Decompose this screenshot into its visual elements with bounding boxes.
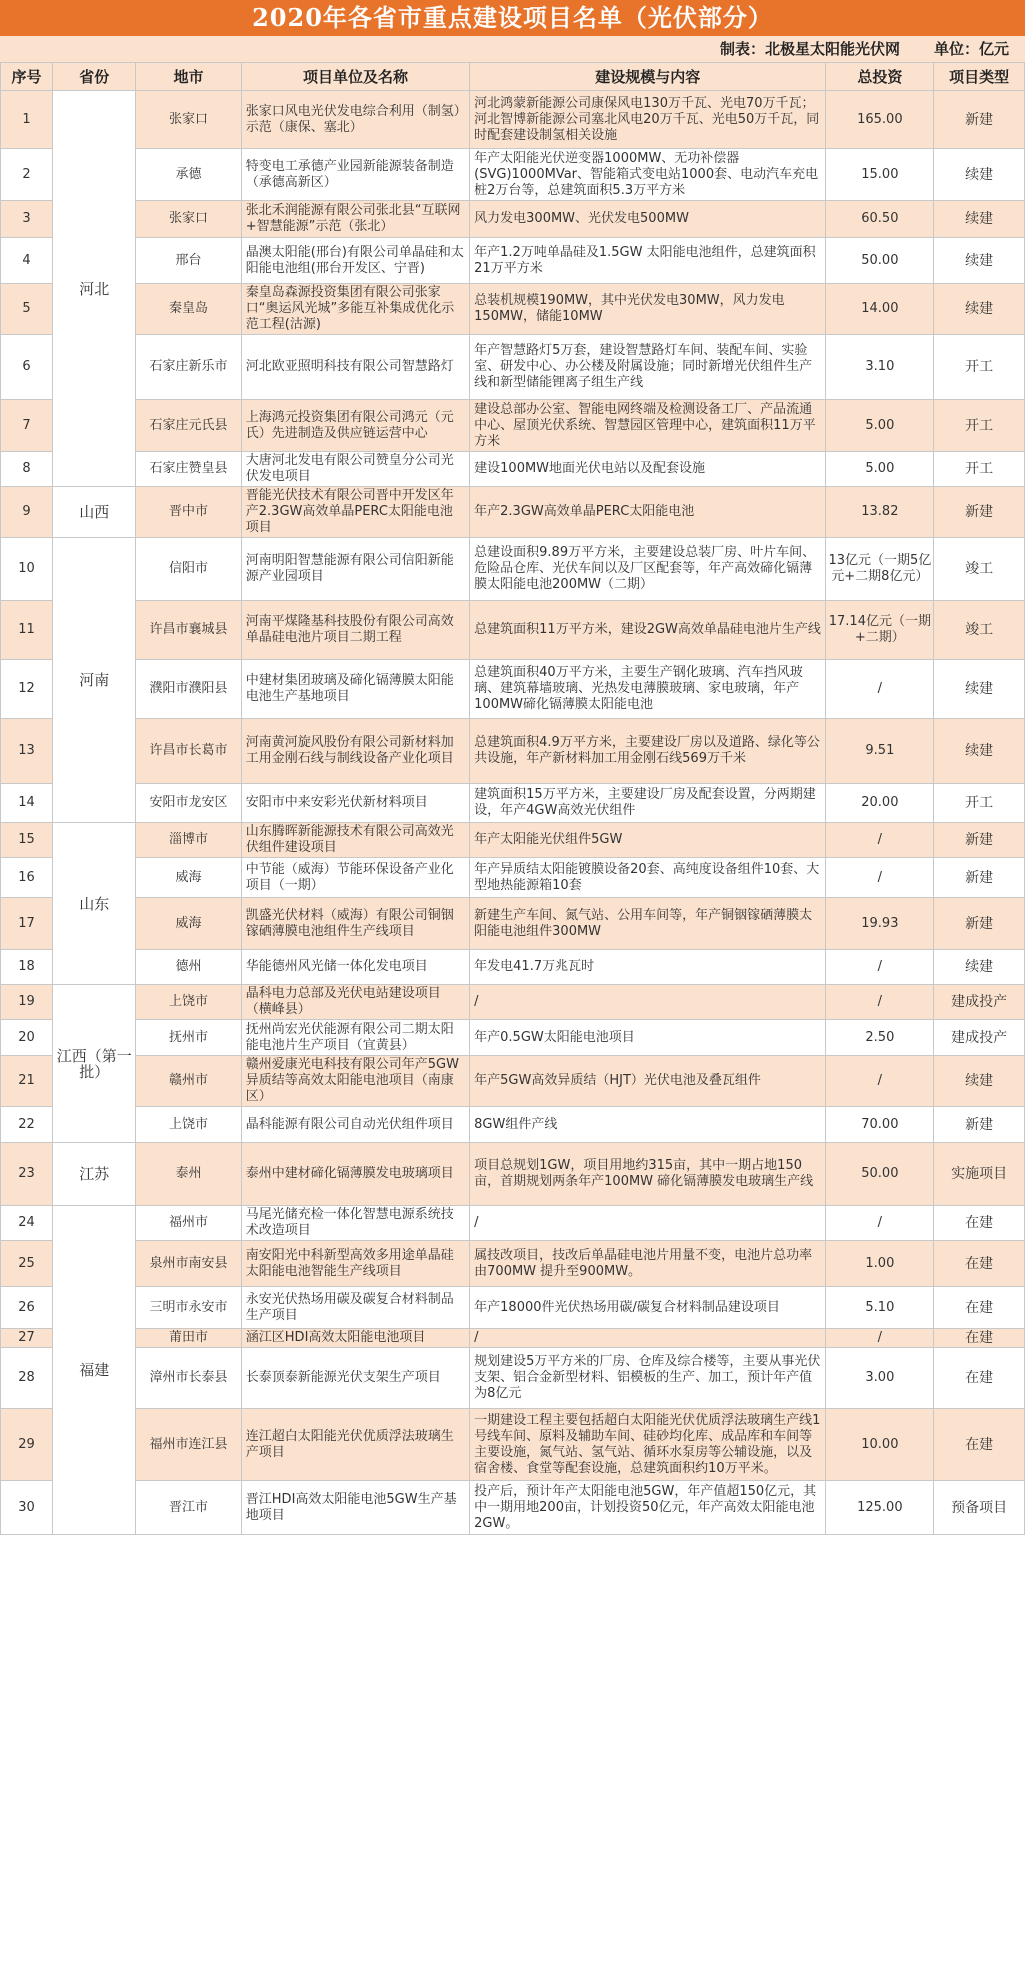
row-number: 24 bbox=[1, 1206, 53, 1241]
row-number: 16 bbox=[1, 858, 53, 898]
project-type-cell: 续建 bbox=[934, 238, 1025, 284]
city-cell: 德州 bbox=[136, 950, 242, 985]
investment-cell: / bbox=[826, 1329, 934, 1348]
row-number: 26 bbox=[1, 1287, 53, 1329]
city-cell: 泰州 bbox=[136, 1143, 242, 1206]
table-row bbox=[1, 950, 1025, 985]
project-type-cell: 实施项目 bbox=[934, 1143, 1025, 1206]
investment-cell: / bbox=[826, 660, 934, 719]
scale-cell: 年产太阳能光伏逆变器1000MW、无功补偿器(SVG)1000MVar、智能箱式变电站1000套、电动汽车充电桩2万台等，总建筑面积5.3万平方米 bbox=[470, 149, 826, 201]
table-row bbox=[1, 1056, 1025, 1107]
table-row bbox=[1, 985, 1025, 1020]
project-name-cell: 晶澳太阳能(邢台)有限公司单晶硅和太阳能电池组(邢台开发区、宁晋) bbox=[241, 238, 469, 284]
project-name-cell: 晋江HDI高效太阳能电池5GW生产基地项目 bbox=[241, 1481, 469, 1535]
investment-cell: / bbox=[826, 858, 934, 898]
investment-cell: 13亿元（一期5亿元+二期8亿元） bbox=[826, 538, 934, 601]
project-type-cell: 新建 bbox=[934, 823, 1025, 858]
row-number: 3 bbox=[1, 201, 53, 238]
province-cell: 河北 bbox=[53, 91, 136, 487]
table-row bbox=[1, 858, 1025, 898]
project-type-cell: 续建 bbox=[934, 284, 1025, 335]
project-name-cell: 赣州爱康光电科技有限公司年产5GW异质结等高效太阳能电池项目（南康区） bbox=[241, 1056, 469, 1107]
province-cell: 山西 bbox=[53, 487, 136, 538]
city-cell: 邢台 bbox=[136, 238, 242, 284]
project-name-cell: 凯盛光伏材料（威海）有限公司铜铟镓硒薄膜电池组件生产线项目 bbox=[241, 898, 469, 950]
table-row bbox=[1, 1107, 1025, 1143]
row-number: 7 bbox=[1, 400, 53, 452]
scale-cell: 项目总规划1GW，项目用地约315亩，其中一期占地150亩，首期规划两条年产100MW 碲化镉薄膜发电玻璃生产线 bbox=[470, 1143, 826, 1206]
project-type-cell: 开工 bbox=[934, 400, 1025, 452]
scale-cell: 建设100MW地面光伏电站以及配套设施 bbox=[470, 452, 826, 487]
project-type-cell: 在建 bbox=[934, 1348, 1025, 1409]
project-name-cell: 中建材集团玻璃及碲化镉薄膜太阳能电池生产基地项目 bbox=[241, 660, 469, 719]
scale-cell: 年产太阳能光伏组件5GW bbox=[470, 823, 826, 858]
header-city: 地市 bbox=[136, 63, 242, 91]
project-name-cell: 华能德州风光储一体化发电项目 bbox=[241, 950, 469, 985]
table-row bbox=[1, 660, 1025, 719]
project-name-cell: 泰州中建材碲化镉薄膜发电玻璃项目 bbox=[241, 1143, 469, 1206]
project-name-cell: 连江超白太阳能光伏优质浮法玻璃生产项目 bbox=[241, 1409, 469, 1481]
scale-cell: 年产智慧路灯5万套，建设智慧路灯车间、装配车间、实验室、研发中心、办公楼及附属设施；同时新增光伏组件生产线和新型储能锂离子组生产线 bbox=[470, 335, 826, 400]
province-cell: 福建 bbox=[53, 1206, 136, 1535]
header-type: 项目类型 bbox=[934, 63, 1025, 91]
table-row bbox=[1, 400, 1025, 452]
scale-cell: 年发电41.7万兆瓦时 bbox=[470, 950, 826, 985]
province-cell: 山东 bbox=[53, 823, 136, 985]
city-cell: 三明市永安市 bbox=[136, 1287, 242, 1329]
row-number: 1 bbox=[1, 91, 53, 149]
investment-cell: 3.00 bbox=[826, 1348, 934, 1409]
investment-cell: 2.50 bbox=[826, 1020, 934, 1056]
project-type-cell: 开工 bbox=[934, 452, 1025, 487]
row-number: 22 bbox=[1, 1107, 53, 1143]
city-cell: 泉州市南安县 bbox=[136, 1241, 242, 1287]
row-number: 20 bbox=[1, 1020, 53, 1056]
scale-cell: 总建筑面积4.9万平方米，主要建设厂房以及道路、绿化等公共设施，年产新材料加工用金刚石线569万千米 bbox=[470, 719, 826, 784]
investment-cell: / bbox=[826, 985, 934, 1020]
project-type-cell: 在建 bbox=[934, 1241, 1025, 1287]
city-cell: 福州市连江县 bbox=[136, 1409, 242, 1481]
row-number: 30 bbox=[1, 1481, 53, 1535]
city-cell: 晋中市 bbox=[136, 487, 242, 538]
header-province: 省份 bbox=[53, 63, 136, 91]
project-type-cell: 续建 bbox=[934, 201, 1025, 238]
project-type-cell: 在建 bbox=[934, 1409, 1025, 1481]
scale-cell: 总建设面积9.89万平方米，主要建设总装厂房、叶片车间、危险品仓库、光伏车间以及厂区配套等，年产高效碲化镉薄膜太阳能电池200MW（二期） bbox=[470, 538, 826, 601]
project-type-cell: 竣工 bbox=[934, 538, 1025, 601]
city-cell: 上饶市 bbox=[136, 985, 242, 1020]
scale-cell: 年产异质结太阳能镀膜设备20套、高纯度设备组件10套、大型地热能源箱10套 bbox=[470, 858, 826, 898]
project-type-cell: 续建 bbox=[934, 719, 1025, 784]
city-cell: 晋江市 bbox=[136, 1481, 242, 1535]
table-row bbox=[1, 335, 1025, 400]
table-row bbox=[1, 1020, 1025, 1056]
city-cell: 许昌市襄城县 bbox=[136, 601, 242, 660]
project-type-cell: 新建 bbox=[934, 1107, 1025, 1143]
table-row bbox=[1, 823, 1025, 858]
scale-cell: / bbox=[470, 1206, 826, 1241]
city-cell: 石家庄新乐市 bbox=[136, 335, 242, 400]
row-number: 17 bbox=[1, 898, 53, 950]
project-name-cell: 山东腾晖新能源技术有限公司高效光伏组件建设项目 bbox=[241, 823, 469, 858]
project-type-cell: 在建 bbox=[934, 1287, 1025, 1329]
row-number: 19 bbox=[1, 985, 53, 1020]
scale-cell: 总装机规模190MW，其中光伏发电30MW，风力发电150MW，储能10MW bbox=[470, 284, 826, 335]
city-cell: 莆田市 bbox=[136, 1329, 242, 1348]
row-number: 12 bbox=[1, 660, 53, 719]
city-cell: 赣州市 bbox=[136, 1056, 242, 1107]
header-name: 项目单位及名称 bbox=[241, 63, 469, 91]
table-row bbox=[1, 898, 1025, 950]
investment-cell: 9.51 bbox=[826, 719, 934, 784]
table-row bbox=[1, 538, 1025, 601]
project-type-cell: 建成投产 bbox=[934, 985, 1025, 1020]
city-cell: 安阳市龙安区 bbox=[136, 784, 242, 823]
row-number: 15 bbox=[1, 823, 53, 858]
investment-cell: 50.00 bbox=[826, 238, 934, 284]
investment-cell: / bbox=[826, 1056, 934, 1107]
project-name-cell: 晶科能源有限公司自动光伏组件项目 bbox=[241, 1107, 469, 1143]
table-row bbox=[1, 238, 1025, 284]
header-investment: 总投资 bbox=[826, 63, 934, 91]
project-name-cell: 河南平煤隆基科技股份有限公司高效单晶硅电池片项目二期工程 bbox=[241, 601, 469, 660]
scale-cell: 河北鸿蒙新能源公司康保风电130万千瓦、光电70万千瓦；河北智博新能源公司塞北风电20万千瓦、光电50万千瓦，同时配套建设制氢相关设施 bbox=[470, 91, 826, 149]
row-number: 5 bbox=[1, 284, 53, 335]
table-row bbox=[1, 149, 1025, 201]
project-name-cell: 安阳市中来安彩光伏新材料项目 bbox=[241, 784, 469, 823]
header-scale: 建设规模与内容 bbox=[470, 63, 826, 91]
project-type-cell: 续建 bbox=[934, 660, 1025, 719]
table-row bbox=[1, 452, 1025, 487]
row-number: 27 bbox=[1, 1329, 53, 1348]
table-row bbox=[1, 1241, 1025, 1287]
investment-cell: 5.10 bbox=[826, 1287, 934, 1329]
scale-cell: 8GW组件产线 bbox=[470, 1107, 826, 1143]
row-number: 28 bbox=[1, 1348, 53, 1409]
project-name-cell: 张家口风电光伏发电综合利用（制氢）示范（康保、塞北） bbox=[241, 91, 469, 149]
scale-cell: 建设总部办公室、智能电网终端及检测设备工厂、产品流通中心、屋顶光伏系统、智慧园区管理中心，建筑面积11万平方米 bbox=[470, 400, 826, 452]
project-type-cell: 开工 bbox=[934, 335, 1025, 400]
project-name-cell: 特变电工承德产业园新能源装备制造（承德高新区） bbox=[241, 149, 469, 201]
scale-cell: 风力发电300MW、光伏发电500MW bbox=[470, 201, 826, 238]
project-type-cell: 续建 bbox=[934, 1056, 1025, 1107]
table-row bbox=[1, 1206, 1025, 1241]
city-cell: 漳州市长泰县 bbox=[136, 1348, 242, 1409]
investment-cell: 13.82 bbox=[826, 487, 934, 538]
project-name-cell: 河南明阳智慧能源有限公司信阳新能源产业园项目 bbox=[241, 538, 469, 601]
table-row bbox=[1, 1409, 1025, 1481]
project-name-cell: 大唐河北发电有限公司赞皇分公司光伏发电项目 bbox=[241, 452, 469, 487]
page-title: 2020年各省市重点建设项目名单（光伏部分） bbox=[0, 0, 1025, 36]
province-cell: 江苏 bbox=[53, 1143, 136, 1206]
project-name-cell: 南安阳光中科新型高效多用途单晶硅太阳能电池智能生产线项目 bbox=[241, 1241, 469, 1287]
project-name-cell: 中节能（威海）节能环保设备产业化项目（一期） bbox=[241, 858, 469, 898]
project-name-cell: 长泰顶泰新能源光伏支架生产项目 bbox=[241, 1348, 469, 1409]
scale-cell: 年产0.5GW太阳能电池项目 bbox=[470, 1020, 826, 1056]
row-number: 9 bbox=[1, 487, 53, 538]
table-row bbox=[1, 1348, 1025, 1409]
investment-cell: 5.00 bbox=[826, 400, 934, 452]
table-row bbox=[1, 1287, 1025, 1329]
project-type-cell: 建成投产 bbox=[934, 1020, 1025, 1056]
city-cell: 信阳市 bbox=[136, 538, 242, 601]
investment-cell: / bbox=[826, 950, 934, 985]
scale-cell: 年产2.3GW高效单晶PERC太阳能电池 bbox=[470, 487, 826, 538]
scale-cell: 年产1.2万吨单晶硅及1.5GW 太阳能电池组件，总建筑面积21万平方米 bbox=[470, 238, 826, 284]
table-row bbox=[1, 487, 1025, 538]
project-type-cell: 开工 bbox=[934, 784, 1025, 823]
scale-cell: 一期建设工程主要包括超白太阳能光伏优质浮法玻璃生产线1号线车间、原料及辅助车间、硅砂均化库、成品库和车间等主要设施，氮气站、氢气站、循环水泵房等公辅设施，以及宿舍楼、食堂等配套设施，总建筑面积约10万平米。 bbox=[470, 1409, 826, 1481]
city-cell: 石家庄元氏县 bbox=[136, 400, 242, 452]
project-name-cell: 张北禾润能源有限公司张北县“互联网+智慧能源”示范（张北） bbox=[241, 201, 469, 238]
table-row bbox=[1, 1481, 1025, 1535]
table-meta bbox=[0, 36, 1025, 62]
province-cell: 江西（第一批） bbox=[53, 985, 136, 1143]
scale-cell: 投产后，预计年产太阳能电池5GW，年产值超150亿元，其中一期用地200亩，计划投资50亿元，年产高效太阳能电池2GW。 bbox=[470, 1481, 826, 1535]
city-cell: 许昌市长葛市 bbox=[136, 719, 242, 784]
table-row bbox=[1, 201, 1025, 238]
project-type-cell: 新建 bbox=[934, 898, 1025, 950]
project-name-cell: 抚州尚宏光伏能源有限公司二期太阳能电池片生产项目（宜黄县） bbox=[241, 1020, 469, 1056]
investment-cell: 3.10 bbox=[826, 335, 934, 400]
project-name-cell: 上海鸿元投资集团有限公司鸿元（元氏）先进制造及供应链运营中心 bbox=[241, 400, 469, 452]
scale-cell: 新建生产车间、氮气站、公用车间等，年产铜铟镓硒薄膜太阳能电池组件300MW bbox=[470, 898, 826, 950]
table-row bbox=[1, 284, 1025, 335]
row-number: 23 bbox=[1, 1143, 53, 1206]
project-name-cell: 永安光伏热场用碳及碳复合材料制品生产项目 bbox=[241, 1287, 469, 1329]
unit-label: 单位：亿元 bbox=[933, 40, 1009, 58]
scale-cell: / bbox=[470, 1329, 826, 1348]
city-cell: 抚州市 bbox=[136, 1020, 242, 1056]
table-row bbox=[1, 1329, 1025, 1348]
row-number: 25 bbox=[1, 1241, 53, 1287]
project-type-cell: 新建 bbox=[934, 858, 1025, 898]
row-number: 13 bbox=[1, 719, 53, 784]
city-cell: 上饶市 bbox=[136, 1107, 242, 1143]
project-name-cell: 晶科电力总部及光伏电站建设项目（横峰县） bbox=[241, 985, 469, 1020]
row-number: 2 bbox=[1, 149, 53, 201]
investment-cell: 19.93 bbox=[826, 898, 934, 950]
table-row bbox=[1, 719, 1025, 784]
scale-cell: 总建筑面积11万平方米，建设2GW高效单晶硅电池片生产线 bbox=[470, 601, 826, 660]
project-type-cell: 在建 bbox=[934, 1329, 1025, 1348]
province-cell: 河南 bbox=[53, 538, 136, 823]
project-type-cell: 续建 bbox=[934, 950, 1025, 985]
header-no: 序号 bbox=[1, 63, 53, 91]
city-cell: 承德 bbox=[136, 149, 242, 201]
city-cell: 秦皇岛 bbox=[136, 284, 242, 335]
city-cell: 威海 bbox=[136, 858, 242, 898]
table-row bbox=[1, 784, 1025, 823]
project-table bbox=[0, 62, 1025, 1535]
investment-cell: 20.00 bbox=[826, 784, 934, 823]
project-type-cell: 在建 bbox=[934, 1206, 1025, 1241]
row-number: 6 bbox=[1, 335, 53, 400]
project-type-cell: 续建 bbox=[934, 149, 1025, 201]
project-name-cell: 晋能光伏技术有限公司晋中开发区年产2.3GW高效单晶PERC太阳能电池项目 bbox=[241, 487, 469, 538]
city-cell: 濮阳市濮阳县 bbox=[136, 660, 242, 719]
project-type-cell: 预备项目 bbox=[934, 1481, 1025, 1535]
investment-cell: 10.00 bbox=[826, 1409, 934, 1481]
investment-cell: 50.00 bbox=[826, 1143, 934, 1206]
row-number: 21 bbox=[1, 1056, 53, 1107]
row-number: 4 bbox=[1, 238, 53, 284]
project-name-cell: 秦皇岛森源投资集团有限公司张家口“奥运风光城”多能互补集成优化示范工程(沽源) bbox=[241, 284, 469, 335]
city-cell: 石家庄赞皇县 bbox=[136, 452, 242, 487]
investment-cell: 15.00 bbox=[826, 149, 934, 201]
row-number: 10 bbox=[1, 538, 53, 601]
scale-cell: 规划建设5万平方米的厂房、仓库及综合楼等，主要从事光伏支架、铝合金新型材料、铝模板的生产、加工，预计年产值为8亿元 bbox=[470, 1348, 826, 1409]
table-row bbox=[1, 1143, 1025, 1206]
investment-cell: 5.00 bbox=[826, 452, 934, 487]
row-number: 8 bbox=[1, 452, 53, 487]
project-type-cell: 新建 bbox=[934, 487, 1025, 538]
investment-cell: 70.00 bbox=[826, 1107, 934, 1143]
project-name-cell: 河北欧亚照明科技有限公司智慧路灯 bbox=[241, 335, 469, 400]
project-name-cell: 马尾光储充检一体化智慧电源系统技术改造项目 bbox=[241, 1206, 469, 1241]
city-cell: 张家口 bbox=[136, 201, 242, 238]
table-row bbox=[1, 91, 1025, 149]
scale-cell: / bbox=[470, 985, 826, 1020]
project-type-cell: 竣工 bbox=[934, 601, 1025, 660]
row-number: 18 bbox=[1, 950, 53, 985]
row-number: 11 bbox=[1, 601, 53, 660]
maker-label: 制表：北极星太阳能光伏网 bbox=[719, 40, 900, 58]
table-header-row bbox=[1, 63, 1025, 91]
city-cell: 张家口 bbox=[136, 91, 242, 149]
investment-cell: / bbox=[826, 1206, 934, 1241]
investment-cell: 14.00 bbox=[826, 284, 934, 335]
scale-cell: 年产18000件光伏热场用碳/碳复合材料制品建设项目 bbox=[470, 1287, 826, 1329]
scale-cell: 年产5GW高效异质结（HJT）光伏电池及叠瓦组件 bbox=[470, 1056, 826, 1107]
project-name-cell: 河南黄河旋风股份有限公司新材料加工用金刚石线与制线设备产业化项目 bbox=[241, 719, 469, 784]
city-cell: 福州市 bbox=[136, 1206, 242, 1241]
project-type-cell: 新建 bbox=[934, 91, 1025, 149]
scale-cell: 总建筑面积40万平方米，主要生产钢化玻璃、汽车挡风玻璃、建筑幕墙玻璃、光热发电薄膜玻璃、家电玻璃，年产100MW碲化镉薄膜太阳能电池 bbox=[470, 660, 826, 719]
table-row bbox=[1, 601, 1025, 660]
investment-cell: 60.50 bbox=[826, 201, 934, 238]
investment-cell: 125.00 bbox=[826, 1481, 934, 1535]
row-number: 29 bbox=[1, 1409, 53, 1481]
investment-cell: 17.14亿元（一期+二期） bbox=[826, 601, 934, 660]
investment-cell: 165.00 bbox=[826, 91, 934, 149]
project-name-cell: 涵江区HDI高效太阳能电池项目 bbox=[241, 1329, 469, 1348]
city-cell: 威海 bbox=[136, 898, 242, 950]
investment-cell: 1.00 bbox=[826, 1241, 934, 1287]
row-number: 14 bbox=[1, 784, 53, 823]
scale-cell: 建筑面积15万平方米，主要建设厂房及配套设置，分两期建设，年产4GW高效光伏组件 bbox=[470, 784, 826, 823]
scale-cell: 属技改项目，技改后单晶硅电池片用量不变，电池片总功率由700MW 提升至900MW。 bbox=[470, 1241, 826, 1287]
city-cell: 淄博市 bbox=[136, 823, 242, 858]
investment-cell: / bbox=[826, 823, 934, 858]
